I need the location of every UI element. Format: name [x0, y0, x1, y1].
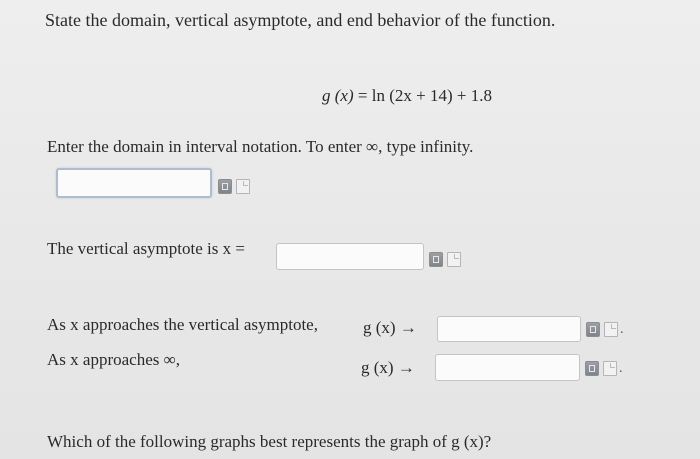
function-expression [322, 86, 492, 106]
function-rhs: ln (2x + 14) + 1.8 [371, 86, 492, 105]
end-behavior-infinity-label: As x approaches ∞, [47, 350, 180, 369]
trailing-dot: . [620, 322, 624, 337]
preview-icon[interactable] [604, 322, 618, 337]
function-eq: = [357, 86, 368, 105]
end-behavior-infinity-arrow: g (x) → [361, 358, 415, 377]
vertical-asymptote-input[interactable] [276, 243, 424, 270]
equation-editor-icon[interactable] [586, 322, 600, 337]
trailing-dot: . [619, 361, 623, 376]
function-lhs: g (x) [322, 86, 354, 105]
domain-input[interactable] [56, 168, 212, 198]
preview-icon[interactable] [603, 361, 617, 376]
end-behavior-asymptote-label: As x approaches the vertical asymptote, [47, 315, 318, 334]
end-behavior-infinity-input[interactable] [435, 354, 580, 381]
equation-editor-icon[interactable] [429, 252, 443, 267]
equation-editor-icon[interactable] [218, 179, 232, 194]
vertical-asymptote-label: The vertical asymptote is x = [47, 239, 245, 258]
end-behavior-asymptote-input[interactable] [437, 316, 581, 342]
preview-icon[interactable] [447, 252, 461, 267]
equation-editor-icon[interactable] [585, 361, 599, 376]
domain-instruction: Enter the domain in interval notation. To enter ∞, type infinity. [47, 137, 474, 156]
preview-icon[interactable] [236, 179, 250, 194]
graph-question: Which of the following graphs best represents the graph of g (x)? [47, 432, 492, 451]
question-prompt: State the domain, vertical asymptote, and end behavior of the function. [45, 10, 556, 30]
end-behavior-asymptote-arrow: g (x) → [363, 318, 417, 337]
